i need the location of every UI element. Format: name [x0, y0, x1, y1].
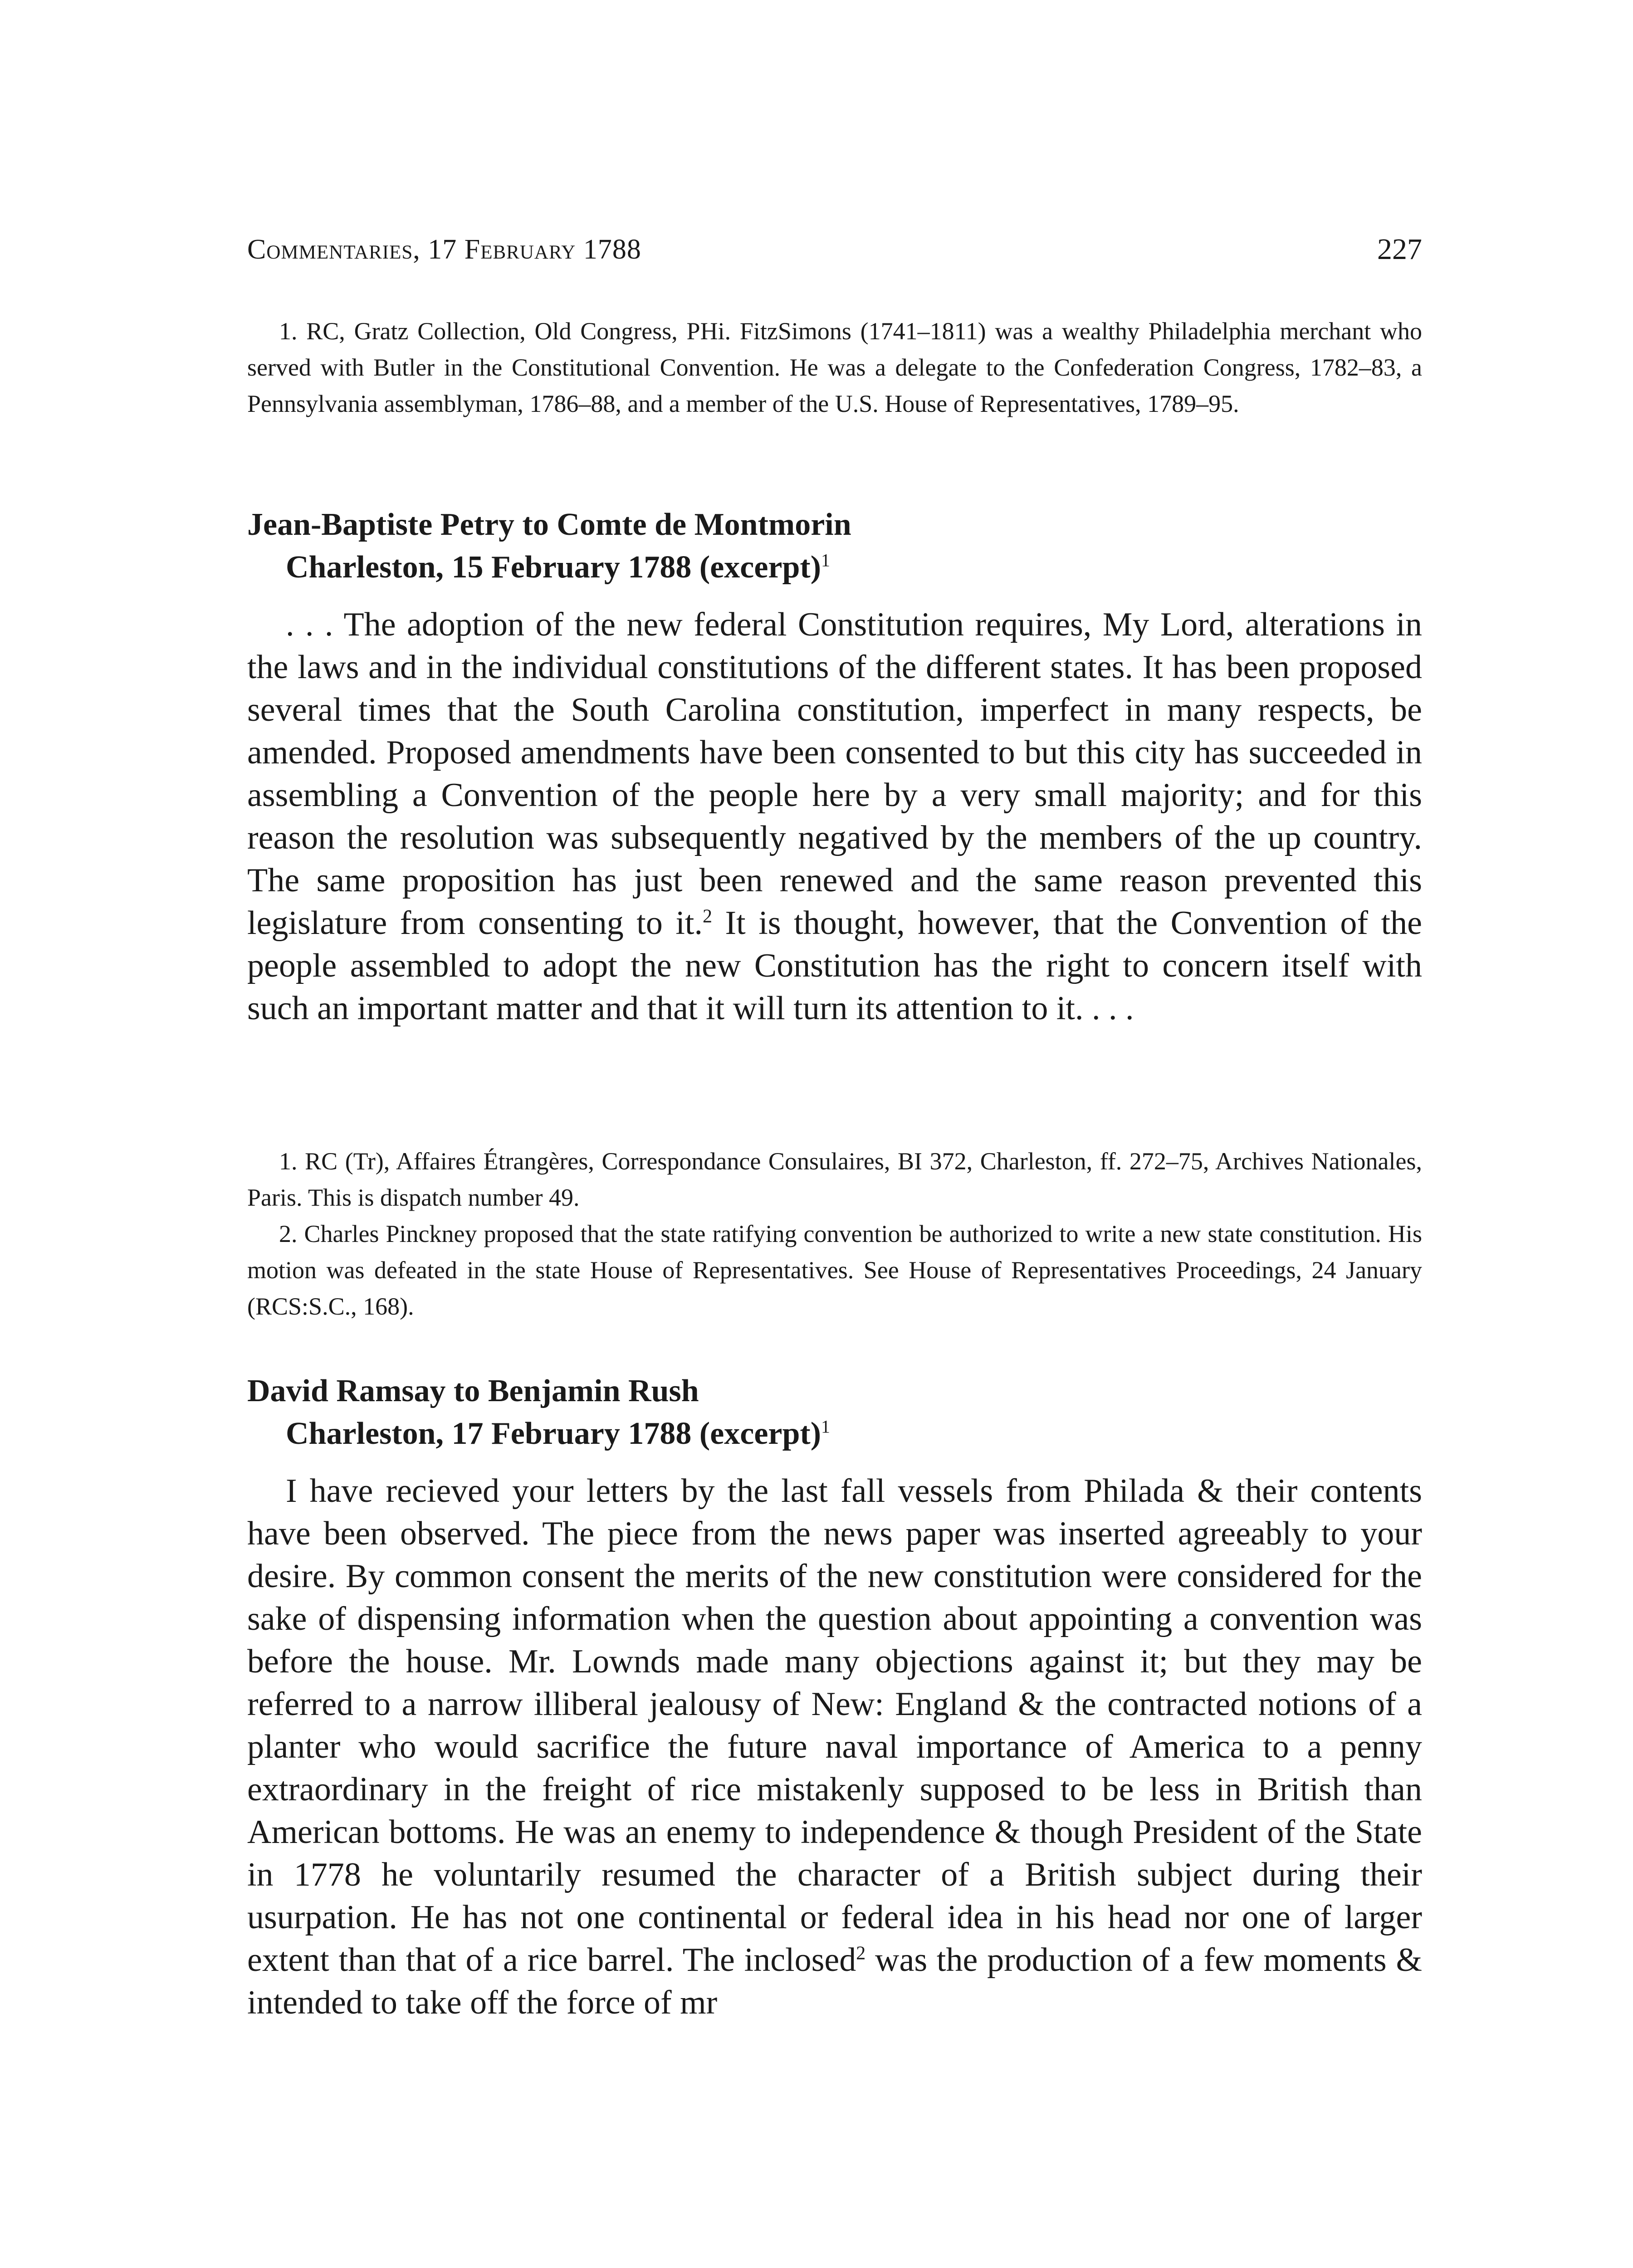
doc1-footnote-2: 2. Charles Pinckney proposed that the state ratifying convention be authorized to write a new state constitution. His motion was defeated in the state House of Representatives. See House of Representatives Proceedings, 24 January (RCS:S.C., 168). — [247, 1220, 1422, 1320]
top-footnote: 1. RC, Gratz Collection, Old Congress, PHi. FitzSimons (1741–1811) was a wealthy Philadelphia merchant who served with Butler in the Constitutional Convention. He was a delegate to the Confederation Congress, 1782–83, a Pennsylvania assemblyman, 1786–88, and a member of the U.S. House of Representatives, 1789–95. — [247, 318, 1422, 417]
doc1-footnote-1: 1. RC (Tr), Affaires Étrangères, Correspondance Consulaires, BI 372, Charleston, ff. 272–75, Archives Nationales, Paris. This is dispatch number 49. — [247, 1148, 1422, 1211]
doc1-title-line2 — [247, 546, 1422, 589]
page-header — [247, 231, 1422, 268]
doc2-body — [247, 1470, 1422, 2024]
running-head: Commentaries, 17 February 1788 — [247, 234, 641, 265]
doc2-body-part2: was the production of a few moments & intended to take off the force of mr — [247, 1941, 1423, 2021]
doc1-body-note-marker: 2 — [702, 906, 712, 927]
doc2-body-part1: I have recieved your letters by the last fall vessels from Philada & their contents have been observed. The piece from the news paper was inserted agreeably to your desire. By common consent the merits of the new constitution were considered for the sake of dispensing information when the question about appointing a convention was before the house. Mr. Lownds made many objections against it; but they may be referred to a narrow illiberal jealousy of New: England & the contracted notions of a planter who would sacrifice the future naval importance of America to a penny extraordinary in the freight of rice mistakenly supposed to be less in British than American bottoms. He was an enemy to independence & though President of the State in 1778 he voluntarily resumed the character of a British subject during their usurpation. He has not one continental or federal idea in his head nor one of larger extent than that of a rice barrel. The inclosed — [247, 1472, 1422, 1979]
doc2-title-line1: David Ramsay to Benjamin Rush — [247, 1374, 699, 1408]
doc1-body-part2: It is thought, however, that the Convention of the people assembled to adopt the new Constitution has the right to concern itself with such an important matter and that it will turn its attention to it. . . . — [247, 904, 1423, 1027]
doc1-title — [247, 503, 1422, 589]
doc2-title — [247, 1370, 1422, 1455]
doc1-title-note-marker: 1 — [821, 550, 831, 571]
doc2-title-line2 — [247, 1413, 1422, 1455]
page-number: 227 — [1377, 233, 1422, 266]
doc1-body — [247, 603, 1422, 1030]
doc1-title-line1: Jean-Baptiste Petry to Comte de Montmorin — [247, 507, 851, 542]
doc2-title-note-marker: 1 — [821, 1416, 831, 1437]
doc2-body-note-marker: 2 — [856, 1943, 866, 1964]
doc1-body-part1: . . . The adoption of the new federal Constitution requires, My Lord, alterations in the laws and in the individual constitutions of the different states. It has been proposed several times that the South Carolina constitution, imperfect in many respects, be amended. Proposed amendments have been consented to but this city has succeeded in assembling a Convention of the people here by a very small majority; and for this reason the resolution was subsequently negatived by the members of the up country. The same proposition has just been renewed and the same reason prevented this legislature from consenting to it. — [247, 606, 1422, 942]
doc1-title-line2-text: Charleston, 15 February 1788 (excerpt) — [286, 550, 821, 585]
doc2-title-line2-text: Charleston, 17 February 1788 (excerpt) — [286, 1416, 821, 1451]
